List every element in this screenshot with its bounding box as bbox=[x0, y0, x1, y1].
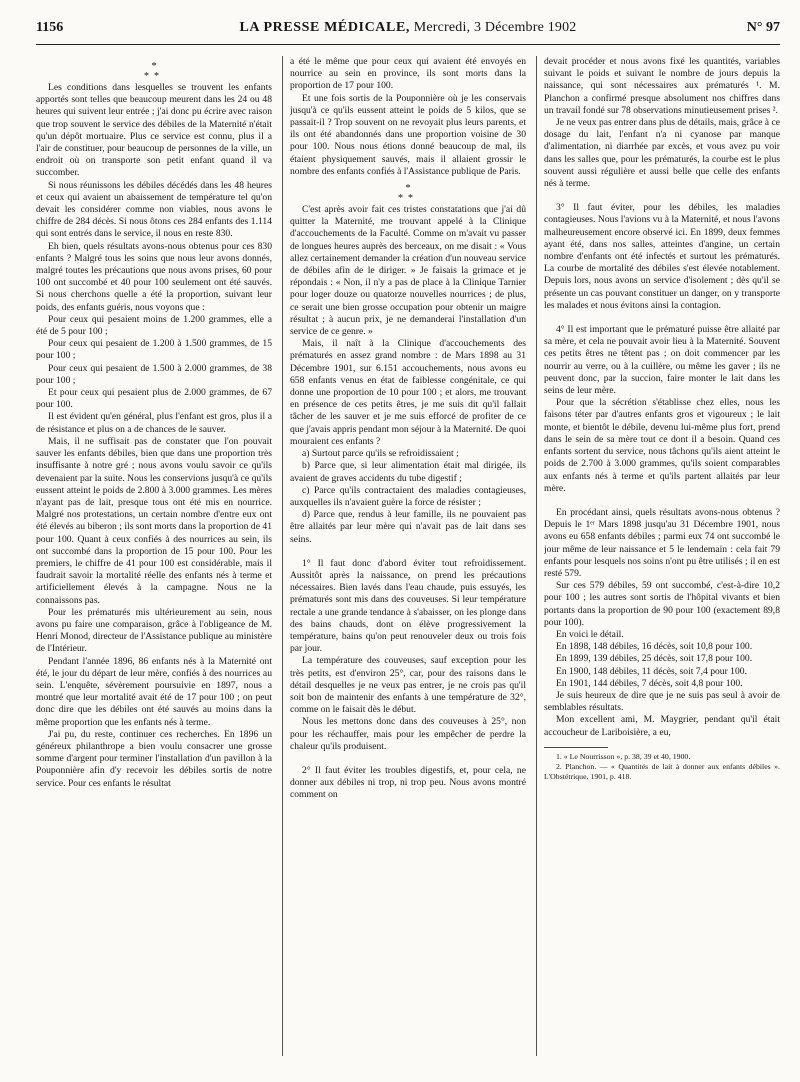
journal-name: LA PRESSE MÉDICALE, bbox=[239, 20, 410, 35]
page-number: 1156 bbox=[36, 20, 64, 35]
paragraph: Eh bien, quels résultats avons-nous obtenus pour ces 830 enfants ? Malgré tous les soins que nous leur avons donnés, malgré toutes les précautions que nous avons prises, 60 pour 100 ont succombé et 40 pour 100 seulement ont été sauvés. Si nous cherchons quelle a été la proportion, suivant leur poids, des enfants guéris, nous voyons que : bbox=[36, 240, 272, 313]
paragraph: Nous les mettons donc dans des couveuses à 25°, non pour les réchauffer, mais pour les empêcher de perdre la chaleur qu'ils produisent. bbox=[290, 716, 526, 752]
paragraph: Il est évident qu'en général, plus l'enfant est gros, plus il a de résistance et plus on a de chances de le sauver. bbox=[36, 411, 272, 435]
footnote: 1. « Le Nourrisson », p. 38, 39 et 40, 1900. bbox=[556, 751, 691, 761]
paragraph: devait procéder et nous avons fixé les quantités, variables suivant le poids et suivant le nombre de jours depuis la naissance, qui sont nécessaires aux prématurés ¹. M. Planchon a confirmé presque absolument nos chiffres dans un travail fondé sur 78 observations minutieusement prises ². bbox=[544, 56, 780, 116]
paragraph: En voici le détail. bbox=[556, 628, 624, 640]
paragraph: c) Parce qu'ils contractaient des maladies contagieuses, auxquelles ils n'avaient guère la force de résister ; bbox=[290, 484, 526, 508]
paragraph: Les conditions dans lesquelles se trouvent les enfants apportés sont telles que beaucoup meurent dans les 24 ou 48 heures qui suivent leur entrée ; j'ai donc pu écrire avec raison que trop souvent le service des débiles de la Maternité n'était qu'un dépôt mortuaire. Plus ce service est connu, plus il a l'air de constituer, pour beaucoup de personnes de la ville, un endroit où on transporte son petit enfant quand il va succomber. bbox=[36, 82, 272, 179]
paragraph: La température des couveuses, sauf exception pour les très petits, est d'environ 25°, car, pour des raisons dans le détail desquelles je ne veux pas entrer, je ne crois pas qu'il soit bon de maintenir des enfants à une température de 32°, comme on le faisait dès le début. bbox=[290, 655, 526, 716]
paragraph: Mais, il ne suffisait pas de constater que l'on pouvait sauver les enfants débiles, bien que dans une proportion très insuffisante à notre gré ; nous avons voulu savoir ce qu'ils devenaient par la suite. Nous les conservions jusqu'à ce qu'ils eussent atteint le poids de 2.800 à 3.000 grammes. Les mères n'ayant pas de lait, presque tous ont été mis en nourrice. Malgré nos protestations, un certain nombre d'entre eux ont été élevés au biberon ; ils sont morts dans la proportion de 41 pour 100. Quant à ceux confiés à des nourrices au sein, ils ont succombé dans la proportion de 15 pour 100. Pour les premiers, le chiffre de 41 pour 100 est considérable, mais il faudrait savoir la mortalité réelle des enfants nés à terme et artificiellement élevés à la campagne. Nous ne la connaissons pas. bbox=[36, 435, 272, 606]
paragraph: J'ai pu, du reste, continuer ces recherches. En 1896 un généreux philanthrope a bien voulu consacrer une grosse somme d'argent pour terminer l'installation d'un pavillon à la Pouponnière afin d'y recevoir les débiles sortis de notre service. Pour ces enfants le résultat bbox=[36, 728, 272, 789]
paragraph: a été le même que pour ceux qui avaient été envoyés en nourrice au sein en province, ils sont morts dans la proportion de 17 pour 100. bbox=[290, 56, 526, 92]
paragraph: 2° Il faut éviter les troubles digestifs, et, pour cela, ne donner aux débiles ni trop, ni trop peu. Nous avons montré comment on bbox=[290, 764, 526, 801]
journal-title-line bbox=[36, 20, 780, 36]
paragraph: C'est après avoir fait ces tristes constatations que j'ai dû quitter la Maternité, me trouvant appelé à la Clinique d'accouchements de la Faculté. Comme on m'avait vu passer de longues heures auprès des berceaux, on me disait : « Vous allez certainement demander la création d'un nouveau service de débiles afin de le diriger. » Je faisais la grimace et je répondais : « Non, il n'y a pas de place à la Clinique Tarnier pour loger douze ou quatorze nouvelles nourrices ; de plus, ce serait une bien grosse occupation pour obtenir un maigre résultat ; à aucun prix, je ne demanderai l'installation d'un service de ce genre. » bbox=[290, 204, 526, 338]
paragraph: d) Parce que, rendus à leur famille, ils ne pouvaient pas être allaités par leur mère qui n'avait pas de lait dans ses seins. bbox=[290, 509, 526, 545]
paragraph: a) Surtout parce qu'ils se refroidissaient ; bbox=[302, 448, 459, 460]
paragraph: Sur ces 579 débiles, 59 ont succombé, c'est-à-dire 10,2 pour 100 ; les autres sont sortis de l'hôpital vivants et bien portants dans la proportion de 90 pour 100 (exactement 89,8 pour 100). bbox=[544, 580, 780, 628]
paragraph: Je ne veux pas entrer dans plus de détails, mais, grâce à ce dosage du lait, l'enfant n'a ni cyanose par manque d'alimentation, ni diarrhée par excès, et vous avez pu voir dans les salles que, pour les prématurés, la courbe est le plus souvent aussi régulière et aussi belle que celle des enfants nés à terme. bbox=[544, 117, 780, 190]
paragraph: Pour ceux qui pesaient de 1.500 à 2.000 grammes, de 38 pour 100 ; bbox=[36, 362, 272, 386]
issue-date: Mercredi, 3 Décembre 1902 bbox=[413, 20, 577, 35]
paragraph: Pour que la sécrétion s'établisse chez elles, nous les faisons téter par d'autres enfants gros et vigoureux ; le lait monte, et bientôt le débile, devenu lui-même plus fort, prend dans le sein de sa mère tout ce dont il a besoin. Quand ces enfants sortent du service, nous tâchons qu'ils aient atteint le poids de 2.700 à 3.000 grammes, qu'ils soient comparables aux enfants nés à terme et qu'ils partent allaités par leur mère. bbox=[544, 397, 780, 494]
paragraph: En 1899, 139 débiles, 25 décès, soit 17,8 pour 100. bbox=[556, 653, 753, 665]
paragraph: En 1901, 144 débiles, 7 décès, soit 4,8 pour 100. bbox=[556, 677, 743, 689]
masthead bbox=[36, 20, 780, 42]
paragraph: Mon excellent ami, M. Maygrier, pendant qu'il était accoucheur de Lariboisière, a eu, bbox=[544, 714, 780, 738]
paragraph: En 1898, 148 débiles, 16 décès, soit 10,8 pour 100. bbox=[556, 641, 753, 653]
paragraph: Pendant l'année 1896, 86 enfants nés à la Maternité ont été, le jour du départ de leur mère, confiés à des nourrices au sein. L'enquête, sévèrement poursuivie en 1897, nous a montré que leur mortalité avait été de 17 pour 100 ; on peut donc dire que les débiles ont été sauvés au moins dans la même proportion que les enfants nés à terme. bbox=[36, 655, 272, 728]
paragraph: Et une fois sortis de la Pouponnière où je les conservais jusqu'à ce qu'ils eussent atteint le poids de 5 kilos, que se passait-il ? Trop souvent on ne revoyait plus leurs parents, et ils ont été abandonnés dans une proportion voisine de 30 pour 100. Nous nous étions donné beaucoup de mal, ils étaient physiquement sauvés, mais il allaient grossir le nombre des enfants confiés à l'Assistance publique de Paris. bbox=[290, 92, 526, 177]
paragraph: 4° Il est important que le prématuré puisse être allaité par sa mère, et cela ne pouvait avoir lieu à la Maternité. Souvent ces petits êtres ne têtent pas ; on doit commencer par les nourrir au verre, ou à la cuillère, ou même les gaver ; ils ne peuvent donc, par la succion, faire monter le lait dans les seins de leur mère. bbox=[544, 324, 780, 397]
section-ornament: * ** bbox=[144, 61, 164, 82]
paragraph: Mais, il naît à la Clinique d'accouchements des prématurés en assez grand nombre : de Mars 1898 au 31 Décembre 1901, sur 6.151 accouchements, nous avons eu 658 enfants venus en état de faiblesse congénitale, ce qui donne une proportion de 10 pour 100 ; et alors, me trouvant en présence de ces petits êtres, je me suis dit qu'il fallait tâcher de les sauver et je me suis efforcé de profiter de ce que j'avais appris pendant mon séjour à la Maternité. De quoi mouraient ces enfants ? bbox=[290, 338, 526, 447]
section-ornament: * ** bbox=[398, 183, 418, 205]
paragraph: b) Parce que, si leur alimentation était mal dirigée, ils avaient de graves accidents du tube digestif ; bbox=[290, 460, 526, 484]
column-separator bbox=[282, 56, 283, 1056]
paragraph: Pour ceux qui pesaient de 1.200 à 1.500 grammes, de 15 pour 100 ; bbox=[36, 338, 272, 362]
header-rule bbox=[36, 44, 780, 45]
column-1 bbox=[36, 56, 272, 1056]
paragraph: 1° Il faut donc d'abord éviter tout refroidissement. Aussitôt après la naissance, on prend les précautions nécessaires. Bien lavés dans l'eau chaude, puis essuyés, les prématurés sont mis dans des couveuses. Si leur température rectale a une grande tendance à s'abaisser, on les plonge dans des bains chauds, dont on élève progressivement la température, bains qu'on peut renouveler deux ou trois fois par jour. bbox=[290, 557, 526, 655]
footnote: 2. Planchon. — « Quantités de lait à donner aux enfants débiles ». L'Obstétrique, 1901, p. 418. bbox=[544, 761, 780, 781]
issue-number: N° 97 bbox=[746, 20, 780, 35]
column-2 bbox=[290, 56, 526, 1056]
column-3 bbox=[544, 56, 780, 1056]
paragraph: Et pour ceux qui pesaient plus de 2.000 grammes, de 67 pour 100. bbox=[36, 387, 272, 411]
paragraph: 3° Il faut éviter, pour les débiles, les maladies contagieuses. Nous l'avions vu à la Maternité, et nous l'avons malheureusement encore observé ici. En 1899, deux femmes ayant été, dans nos salles, atteintes d'angine, un certain nombre d'enfants ont été infectés et surtout les prématurés. La courbe de mortalité des débiles s'est élevée notablement. Depuis lors, nous avons un service d'isolement ; dès qu'il se présente un cas pouvant constituer un danger, on y transporte les malades et nous évitons ainsi la contagion. bbox=[544, 202, 780, 311]
paragraph: Pour les prématurés mis ultérieurement au sein, nous avons pu faire une comparaison, grâce à l'obligeance de M. Henri Monod, directeur de l'Assistance publique au ministère de l'Intérieur. bbox=[36, 606, 272, 655]
paragraph: Si nous réunissons les débiles décédés dans les 48 heures et ceux qui avaient un abaissement de température tel qu'on devait les considérer comme non viables, nous avons le chiffre de 284 décès. Si nous ôtons ces 284 enfants des 1.114 qui sont entrés dans le service, il nous en reste 830. bbox=[36, 179, 272, 240]
paragraph: En procédant ainsi, quels résultats avons-nous obtenus ? Depuis le 1ᵉʳ Mars 1898 jusqu'au 31 Décembre 1901, nous avons eu 658 enfants débiles ; parmi eux 74 ont succombé le jour même de leur naissance et 5 le lendemain : cela fait 79 enfants pour lesquels nos soins n'ont pu être utilisés ; il en est resté 579. bbox=[544, 506, 780, 579]
footnote-rule bbox=[544, 747, 608, 748]
column-separator bbox=[536, 56, 537, 1056]
paragraph: Je suis heureux de dire que je ne suis pas seul à avoir de semblables résultats. bbox=[544, 689, 780, 714]
paragraph: Pour ceux qui pesaient moins de 1.200 grammes, elle a été de 5 pour 100 ; bbox=[36, 313, 272, 338]
paragraph: En 1900, 148 débiles, 11 décès, soit 7,4 pour 100. bbox=[556, 665, 747, 677]
